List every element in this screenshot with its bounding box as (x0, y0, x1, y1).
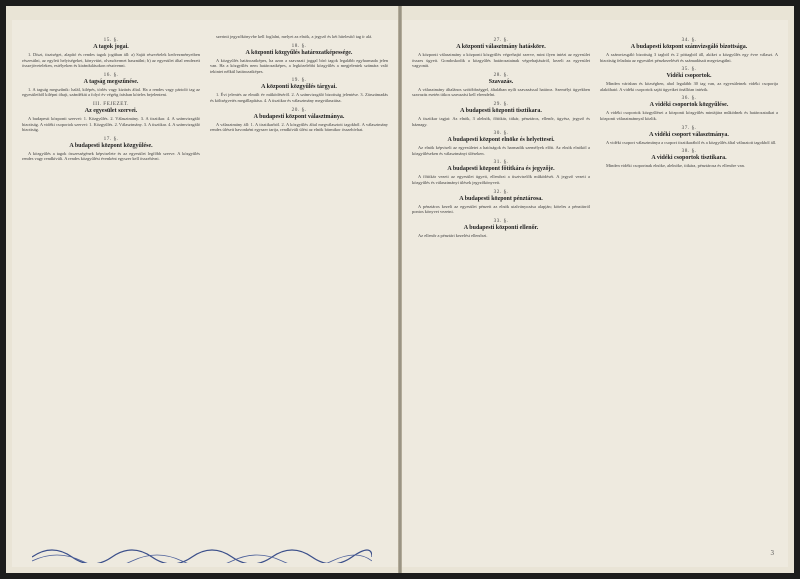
section-heading: A vidéki csoportok közgyűlése. (649, 102, 729, 109)
section-paragraph: 1. Évi jelentés az elmúlt év működéséről. 2. A számvizsgáló bizottság jelentése. 3. Zárszámadás és költségvetés megállapítása. 4. A tisztikar és választmány megválasztása. (210, 92, 388, 103)
ornament-left (32, 539, 372, 563)
section-number: III. FEJEZET. (93, 100, 129, 107)
section-paragraph: A központi választmány a központi közgyűlés végrehajtó szerve, mint ilyen intézi az egyesület összes ügyeit. Gondoskodik a közgyűlés határozatainak végrehajtásáról, kezeli az egyesület vagyonát. (412, 52, 590, 69)
document-spread (6, 6, 794, 573)
section-heading: A budapesti központ számvizsgáló bizottsága. (630, 44, 748, 50)
section-paragraph: A vidéki csoportok közgyűlései a központi közgyűlés mintájára működnek és határozataikat a központi választmánnyal közlik. (600, 110, 778, 121)
section-paragraph: Minden várisban és községben, ahol legalább 30 tag van, az egyesületnek vidéki csoportja alakítható. A vidéki csoportok saját ügyeiket önállóan intézik. (600, 81, 778, 92)
section-paragraph: A közgyűlés határozatképes, ha azon a szavazati joggal bíró tagok legalább egyharmada jelen van. Ha a közgyűlés nem határozatképes, a legközelebbi közgyűlés a megjelentek számára való tekintet nélkül határozatképes. (210, 57, 388, 74)
section-number: 27. §. (493, 37, 509, 43)
section-number: 35. §. (681, 66, 697, 73)
section-heading: A budapesti központi tisztikara. (460, 107, 542, 114)
section-paragraph: A választmány általános szótöbbséggel, általában nyílt szavazással határoz. Személyi ügyekben szavazás esetén titkos szavazást kell elrendelni. (412, 86, 590, 98)
right-column-1 (412, 34, 590, 537)
section-number: 36. §. (681, 95, 697, 102)
section-heading: A tagság megszűnése. (83, 78, 139, 85)
section-heading: A központi közgyűlés tárgyai. (261, 84, 337, 91)
section-heading: A budapesti központi ellenőr. (463, 224, 539, 231)
section-number: 29. §. (493, 100, 509, 107)
section-paragraph: A pénztáros kezeli az egyesület pénzeit az elnök utalványozása alapján; köteles a pénztárról pontos könyvet vezetni. (412, 203, 590, 215)
section-paragraph: A tisztikar tagjai: Az elnök, 3 alelnök, főtitkár, titkár, pénztáros, ellenőr, ügyész, jegyző és háznagy. (412, 115, 590, 127)
left-column-2 (210, 34, 388, 537)
section-number: 19. §. (291, 77, 307, 84)
section-number: 38. §. (681, 148, 697, 155)
section-heading: A budapesti központ pénztárosa. (459, 195, 543, 202)
section-paragraph: Az elnök képviseli az egyesületet a hatóságok és harmadik személyek előtt. Az elnök elnököl a közgyűléseken és választmányi üléseken. (412, 145, 590, 156)
section-paragraph: A választmány áll: 1. A tisztikarból. 2. A közgyűlés által megválasztott tagokból. A választmány rendes üléseit havonként egyszer tartja, rendkívüli ülést az elnök bármikor összehívhat. (210, 121, 388, 133)
section-paragraph: A budapesti központi szervei: 1. Közgyűlés. 2. Választmány. 3. A tisztikar. 4. A számvizsgáló bizottság. A vidéki csoportok szervei: 1. Közgyűlés. 2. Választmány. 3. A tisztikar. 4. A számvizsgáló bizottság. (22, 115, 200, 133)
left-page-columns (22, 34, 388, 537)
right-page-columns (412, 34, 778, 537)
section-number: 34. §. (681, 37, 697, 43)
left-page (12, 20, 398, 567)
section-number: 30. §. (493, 130, 509, 137)
right-column-2 (600, 34, 778, 537)
section-paragraph: szerinti jegyzőkönyvbe kell foglalni, melyet az elnök, a jegyző és két hitelesítő tag ír alá. (216, 34, 373, 39)
section-paragraph: A főtitkár vezeti az egyesület ügyeit, ellenőrzi a tisztviselők működését. A jegyző vezeti a közgyűlés és választmányi ülések jegyzőkönyveit. (412, 174, 590, 185)
section-paragraph: 1. Díszt, tisztséget, alapító és rendes tagok jogában áll: a) Saját részvételek kedvezményeiben részesülni, az egyleti helyiségeket, könyvtárt, olvasótermet használni; b) az egyesület által rendezett összejöveteleken, estélyeken és kirándulásokon résztvenni. (22, 52, 200, 69)
right-page (402, 20, 788, 567)
section-number: 37. §. (681, 124, 697, 131)
section-number: 31. §. (493, 159, 509, 166)
section-heading: Az egyesület szervei. (84, 107, 138, 114)
section-heading: A budapesti központ közgyűlése. (69, 142, 153, 149)
section-paragraph: A közgyűlés a tagok összességének képviselete és az egyesület legfőbb szerve. A közgyűlés rendes vagy rendkívüli. A rendes közgyűlést évenként egyszer kell összehívni. (22, 150, 200, 162)
section-heading: A budapesti központ elnöke és helyettesei. (447, 137, 555, 144)
section-number: 33. §. (493, 217, 509, 224)
section-paragraph: Minden vidéki csoportnak elnöke, alelnöke, titkára, pénztárosa és ellenőre van. (606, 163, 745, 169)
section-number: 16. §. (103, 71, 119, 78)
section-number: 18. §. (291, 42, 307, 49)
section-heading: Szavazás. (488, 78, 514, 85)
section-paragraph: Az ellenőr a pénztári kezelést ellenőrzi. (418, 232, 488, 238)
left-column-1 (22, 34, 200, 537)
section-heading: A vidéki csoport választmánya. (649, 131, 729, 138)
section-number: 20. §. (291, 106, 307, 113)
section-number: 28. §. (493, 71, 509, 78)
section-heading: A tagok jogai. (93, 44, 129, 50)
section-number: 15. §. (103, 37, 119, 43)
section-heading: A központi közgyűlés határozatképessége. (245, 49, 353, 56)
section-paragraph: A vidéki csoport választmánya a csoport tisztikarából és a közgyűlés által választott tagokból áll. (606, 139, 777, 145)
section-paragraph: 1. A tagság megszűnik: halál, kilépés, törlés vagy kizárás által. Ha a rendes vagy pártoló tag az egyesületből kilépni óhajt, szándékát a folyó év végéig írásban köteles bejelenteni. (22, 86, 200, 98)
section-heading: A budapesti központ választmánya. (253, 113, 345, 120)
page-number-right: 3 (770, 549, 774, 557)
section-paragraph: A számvizsgáló bizottság 3 tagból és 2 póttagból áll, akiket a közgyűlés egy évre választ. A bizottság feladata az egyesület pénzkezelését és számadásait megvizsgálni. (600, 52, 778, 63)
section-heading: A budapesti központ főtitkára és jegyzője. (447, 166, 555, 173)
section-number: 32. §. (493, 188, 509, 195)
section-heading: Vidéki csoportok. (666, 73, 712, 80)
section-heading: A központi választmány hatásköre. (456, 44, 546, 50)
section-heading: A vidéki csoportok tisztikara. (651, 155, 727, 162)
section-number: 17. §. (103, 135, 119, 142)
